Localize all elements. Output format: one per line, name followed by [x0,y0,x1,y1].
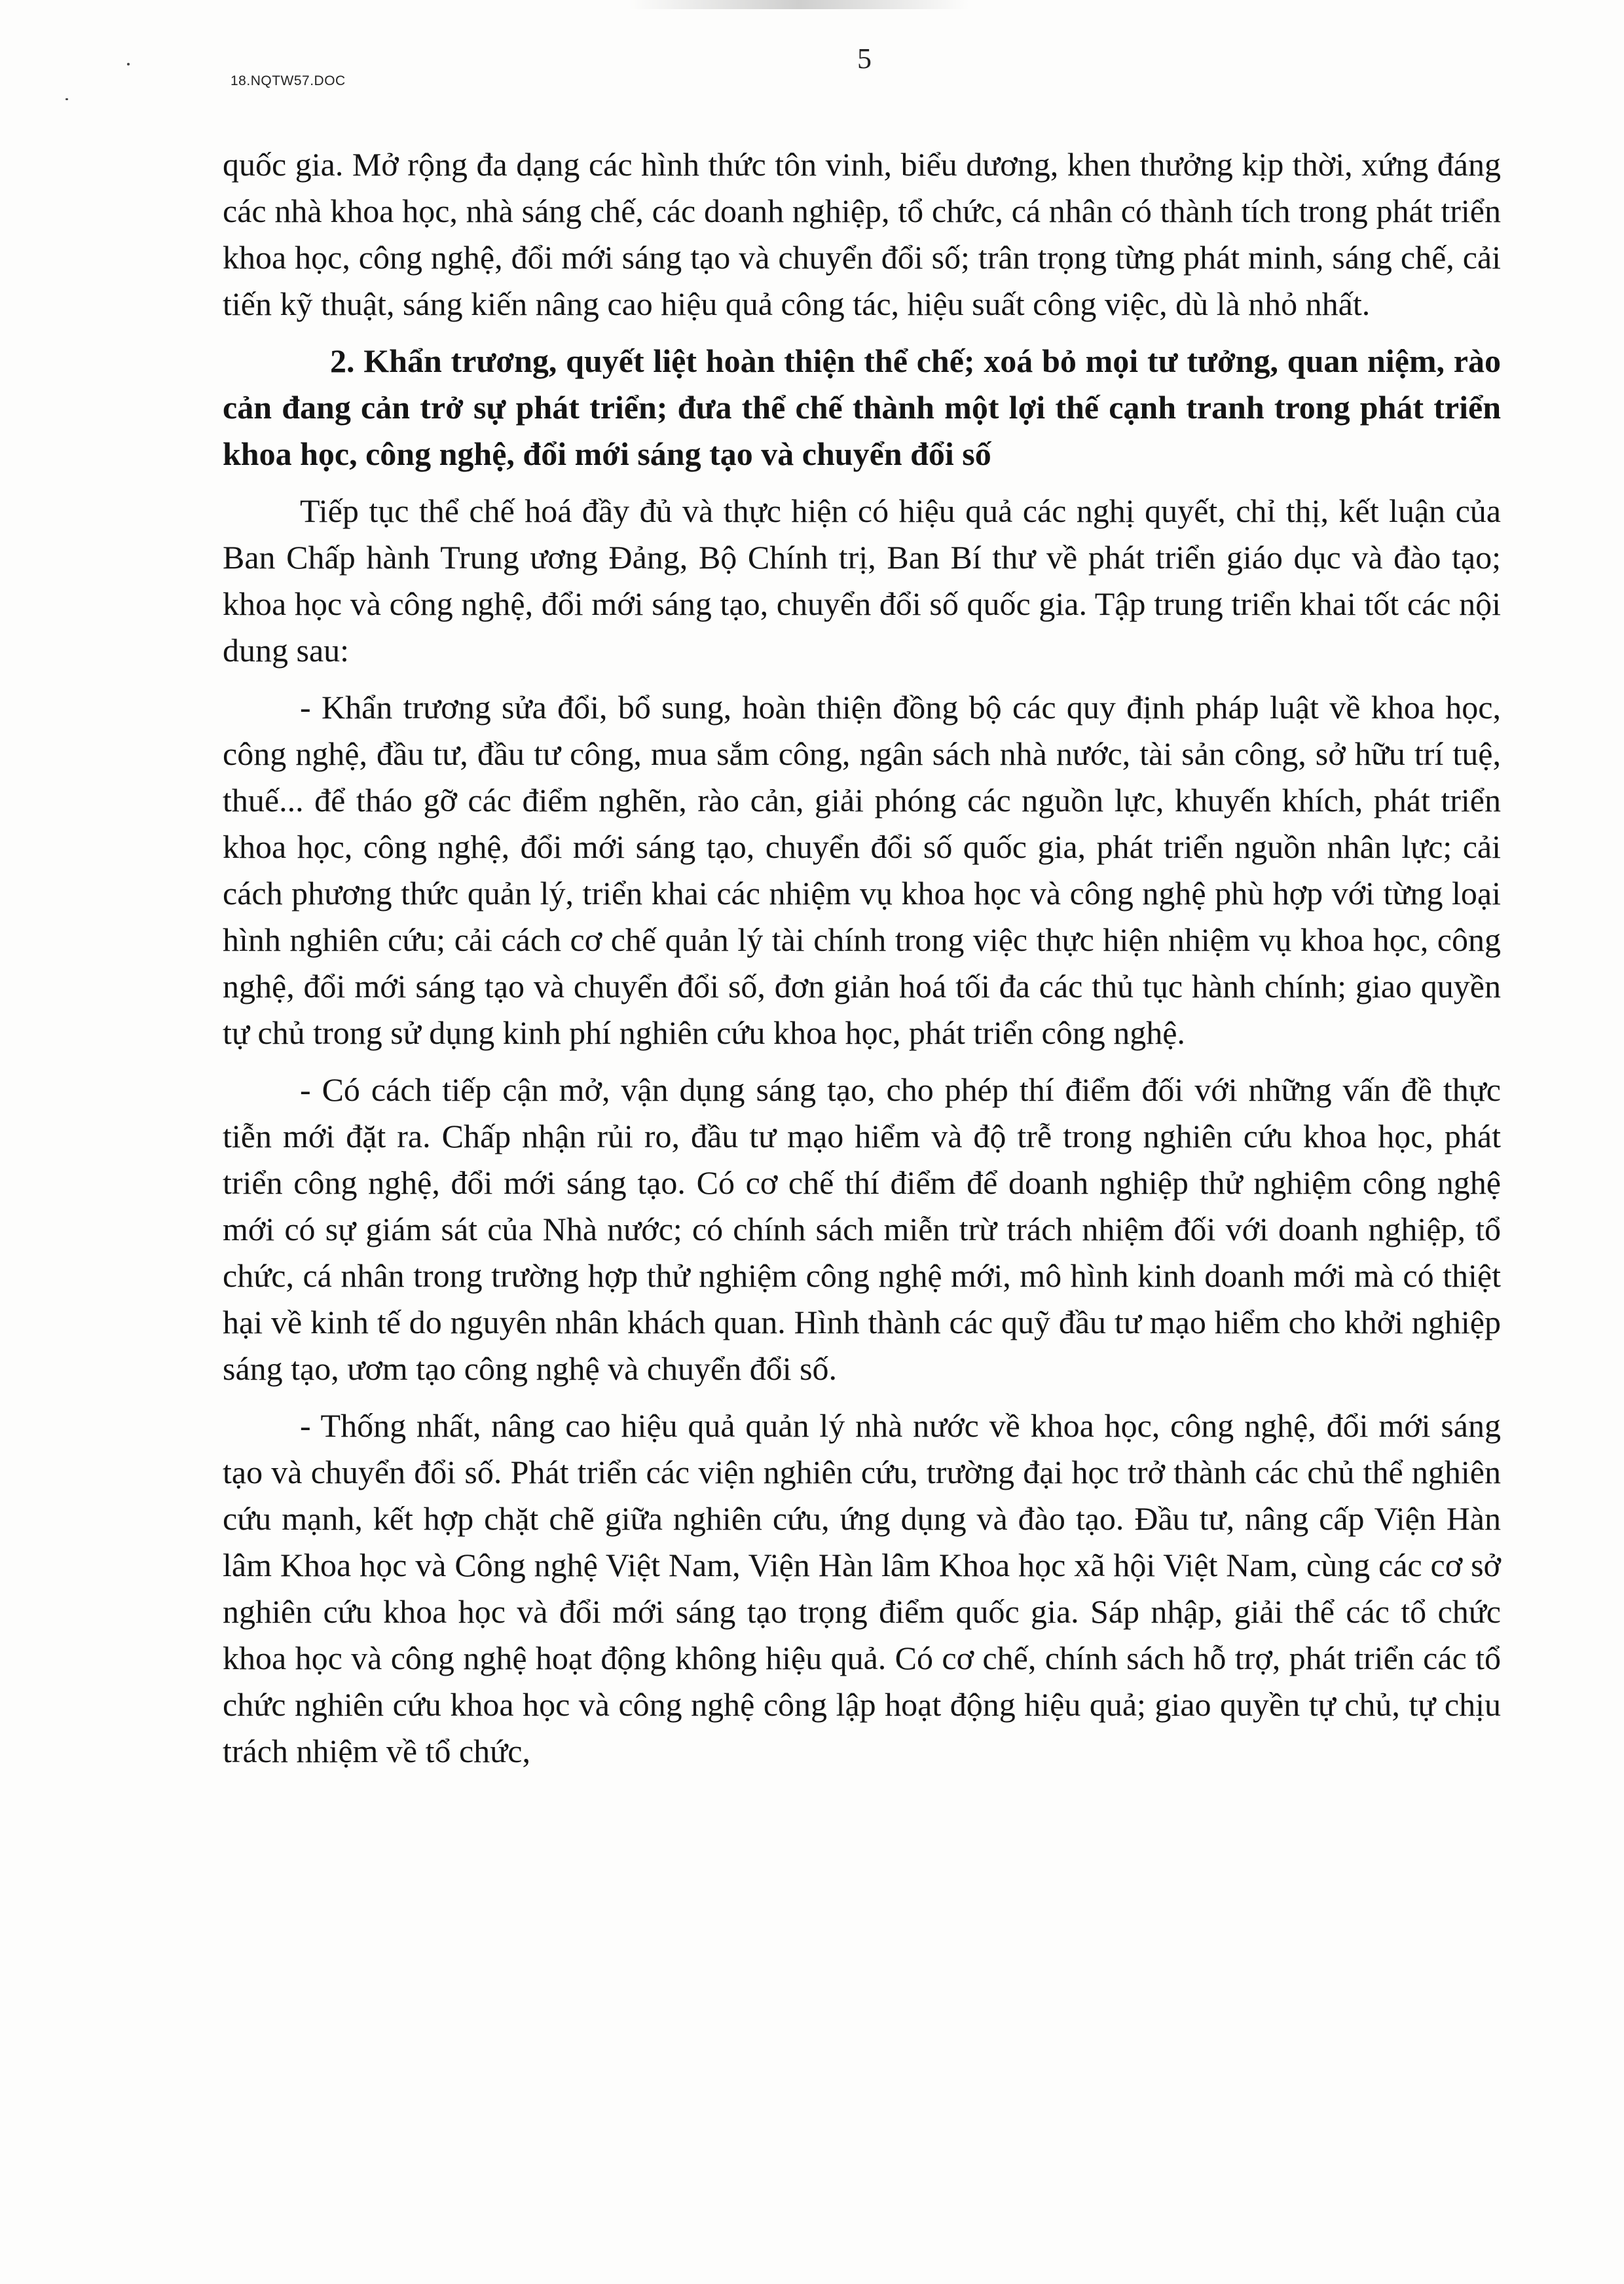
scan-speck [127,63,130,65]
intro-paragraph: Tiếp tục thể chế hoá đầy đủ và thực hiện có hiệu quả các nghị quyết, chỉ thị, kết luận của Ban Chấp hành Trung ương Đảng, Bộ Chính trị, Ban Bí thư về phát triển giáo dục và đào tạo; khoa học và công nghệ, đổi mới sáng tạo, chuyển đổi số quốc gia. Tập trung triển khai tốt các nội dung sau: [223,492,1501,669]
scan-speck [65,98,68,100]
document-body [223,141,1501,1775]
page-number: 5 [857,43,872,75]
bullet-paragraph-1: - Khẩn trương sửa đổi, bổ sung, hoàn thiện đồng bộ các quy định pháp luật về khoa học, công nghệ, đầu tư, đầu tư công, mua sắm công, ngân sách nhà nước, tài sản công, sở hữu trí tuệ, thuế... để tháo gỡ các điểm nghẽn, rào cản, giải phóng các nguồn lực, khuyến khích, phát triển khoa học, công nghệ, đổi mới sáng tạo, chuyển đổi số quốc gia, phát triển nguồn nhân lực; cải cách phương thức quản lý, triển khai các nhiệm vụ khoa học và công nghệ phù hợp với từng loại hình nghiên cứu; cải cách cơ chế quản lý tài chính trong việc thực hiện nhiệm vụ khoa học, công nghệ, đổi mới sáng tạo và chuyển đổi số, đơn giản hoá tối đa các thủ tục hành chính; giao quyền tự chủ trong sử dụng kinh phí nghiên cứu khoa học, phát triển công nghệ. [223,689,1501,1051]
paragraph-continuation: quốc gia. Mở rộng đa dạng các hình thức tôn vinh, biểu dương, khen thưởng kịp thời, xứng đáng các nhà khoa học, nhà sáng chế, các doanh nghiệp, tổ chức, cá nhân có thành tích trong phát triển khoa học, công nghệ, đổi mới sáng tạo và chuyển đổi số; trân trọng từng phát minh, sáng chế, cải tiến kỹ thuật, sáng kiến nâng cao hiệu quả công tác, hiệu suất công việc, dù là nhỏ nhất. [223,146,1501,322]
section-heading: 2. Khẩn trương, quyết liệt hoàn thiện thể chế; xoá bỏ mọi tư tưởng, quan niệm, rào cản đang cản trở sự phát triển; đưa thể chế thành một lợi thế cạnh tranh trong phát triển khoa học, công nghệ, đổi mới sáng tạo và chuyển đổi số [223,342,1501,472]
file-name-label: 18.NQTW57.DOC [231,73,346,88]
bullet-paragraph-3: - Thống nhất, nâng cao hiệu quả quản lý nhà nước về khoa học, công nghệ, đổi mới sáng tạo và chuyển đổi số. Phát triển các viện nghiên cứu, trường đại học trở thành các chủ thể nghiên cứu mạnh, kết hợp chặt chẽ giữa nghiên cứu, ứng dụng và đào tạo. Đầu tư, nâng cấp Viện Hàn lâm Khoa học và Công nghệ Việt Nam, Viện Hàn lâm Khoa học xã hội Việt Nam, cùng các cơ sở nghiên cứu khoa học và đổi mới sáng tạo trọng điểm quốc gia. Sáp nhập, giải thể các tổ chức khoa học và công nghệ hoạt động không hiệu quả. Có cơ chế, chính sách hỗ trợ, phát triển các tổ chức nghiên cứu khoa học và công nghệ công lập hoạt động hiệu quả; giao quyền tự chủ, tự chịu trách nhiệm về tổ chức, [223,1407,1501,1769]
scan-artifact [629,0,969,9]
bullet-paragraph-2: - Có cách tiếp cận mở, vận dụng sáng tạo, cho phép thí điểm đối với những vấn đề thực tiễn mới đặt ra. Chấp nhận rủi ro, đầu tư mạo hiểm và độ trễ trong nghiên cứu khoa học, phát triển công nghệ, đổi mới sáng tạo. Có cơ chế thí điểm để doanh nghiệp thử nghiệm công nghệ mới có sự giám sát của Nhà nước; có chính sách miễn trừ trách nhiệm đối với doanh nghiệp, tổ chức, cá nhân trong trường hợp thử nghiệm công nghệ mới, mô hình kinh doanh mới mà có thiệt hại về kinh tế do nguyên nhân khách quan. Hình thành các quỹ đầu tư mạo hiểm cho khởi nghiệp sáng tạo, ươm tạo công nghệ và chuyển đổi số. [223,1071,1501,1387]
